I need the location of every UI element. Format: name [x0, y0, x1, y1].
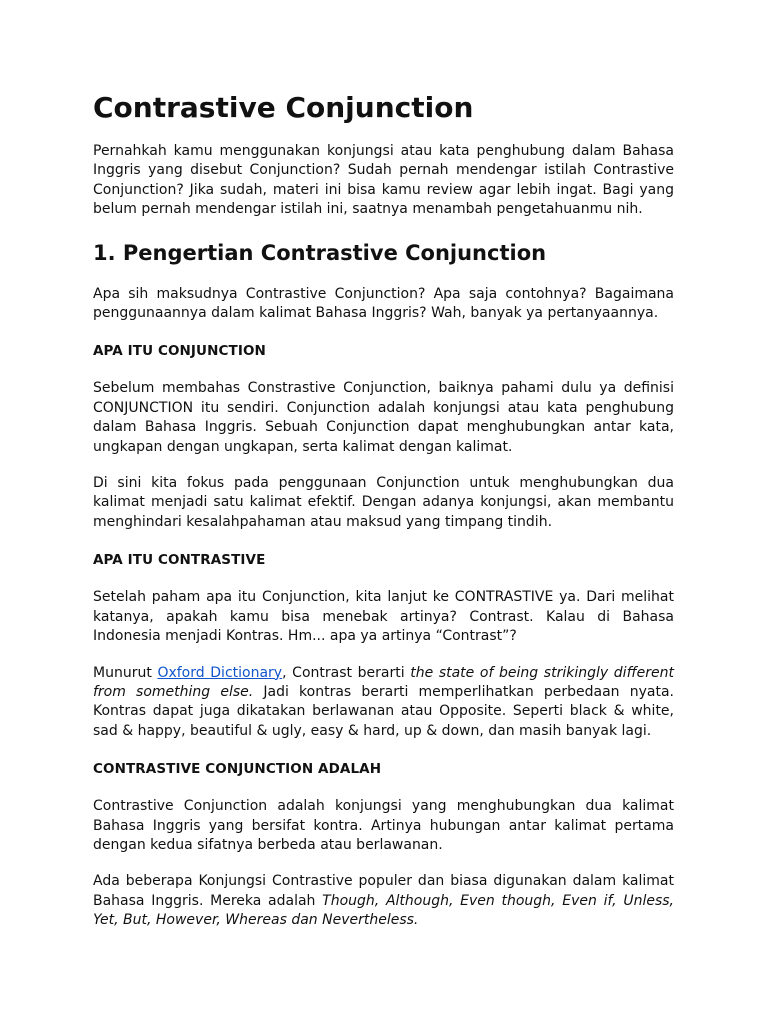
subheading-contrastive: APA ITU CONTRASTIVE — [93, 552, 266, 569]
page-title: Contrastive Conjunction — [93, 91, 474, 124]
definition-prefix: Munurut — [93, 664, 158, 681]
subheading-contrastive-conjunction: CONTRASTIVE CONJUNCTION ADALAH — [93, 761, 382, 778]
conjunction-paragraph-1: Sebelum membahas Constrastive Conjunction, baiknya pahami dulu ya definisi CONJUNCTION itu sendiri. Conjunction adalah konjungsi atau kata penghubung dalam Bahasa Inggris. Sebuah Conjunction dapat menghubungkan antar kata, ungkapan dengan ungkapan, serta kalimat dengan kalimat. — [93, 380, 674, 455]
definition-mid: , Contrast berarti — [282, 664, 411, 681]
intro-paragraph: Pernahkah kamu menggunakan konjungsi atau kata penghubung dalam Bahasa Inggris yang disebut Conjunction? Sudah pernah mendengar istilah Contrastive Conjunction? Jika sudah, materi ini bisa kamu review agar lebih ingat. Bagi yang belum pernah mendengar istilah ini, saatnya menambah pengetahuanmu nih. — [93, 143, 674, 218]
section-lead-paragraph: Apa sih maksudnya Contrastive Conjunction? Apa saja contohnya? Bagaimana penggunaannya dalam kalimat Bahasa Inggris? Wah, banyak ya pertanyaannya. — [93, 285, 674, 322]
contrastive-paragraph-2 — [93, 664, 674, 742]
contrastive-conjunction-paragraph-2 — [93, 872, 674, 930]
definition-rest: Jadi kontras berarti memperlihatkan perbedaan nyata. Kontras dapat juga dikatakan berlawanan atau Opposite. Seperti black & white, sad & happy, beautiful & ugly, easy & hard, up & down, dan masih banyak lagi. — [93, 683, 674, 739]
contrastive-paragraph-1: Setelah paham apa itu Conjunction, kita lanjut ke CONTRASTIVE ya. Dari melihat katanya, apakah kamu bisa menebak artinya? Contrast. Kalau di Bahasa Indonesia menjadi Kontras. Hm... apa ya artinya “Contrast”? — [93, 589, 674, 645]
subheading-conjunction: APA ITU CONJUNCTION — [93, 343, 266, 360]
examples-prefix: Ada beberapa Konjungsi Contrastive populer dan biasa digunakan dalam kalimat Bahasa Inggris. Mereka adalah — [93, 873, 674, 909]
examples-italic-list: Though, Although, Even though, Even if, Unless, Yet, But, However, Whereas dan Nevertheless. — [93, 892, 674, 929]
section-heading: 1. Pengertian Contrastive Conjunction — [93, 240, 547, 265]
oxford-dictionary-link[interactable]: Oxford Dictionary — [157, 664, 283, 681]
conjunction-paragraph-2: Di sini kita fokus pada penggunaan Conjunction untuk menghubungkan dua kalimat menjadi satu kalimat efektif. Dengan adanya konjungsi, akan membantu menghindari kesalahpahaman atau maksud yang timpang tindih. — [93, 475, 674, 530]
definition-italic: the state of being strikingly different from something else. — [93, 664, 675, 700]
contrastive-conjunction-paragraph-1: Contrastive Conjunction adalah konjungsi yang menghubungkan dua kalimat Bahasa Inggris yang bersifat kontra. Artinya hubungan antar kalimat pertama dengan kedua sifatnya berbeda atau berlawanan. — [93, 798, 674, 853]
document-page — [93, 88, 674, 931]
